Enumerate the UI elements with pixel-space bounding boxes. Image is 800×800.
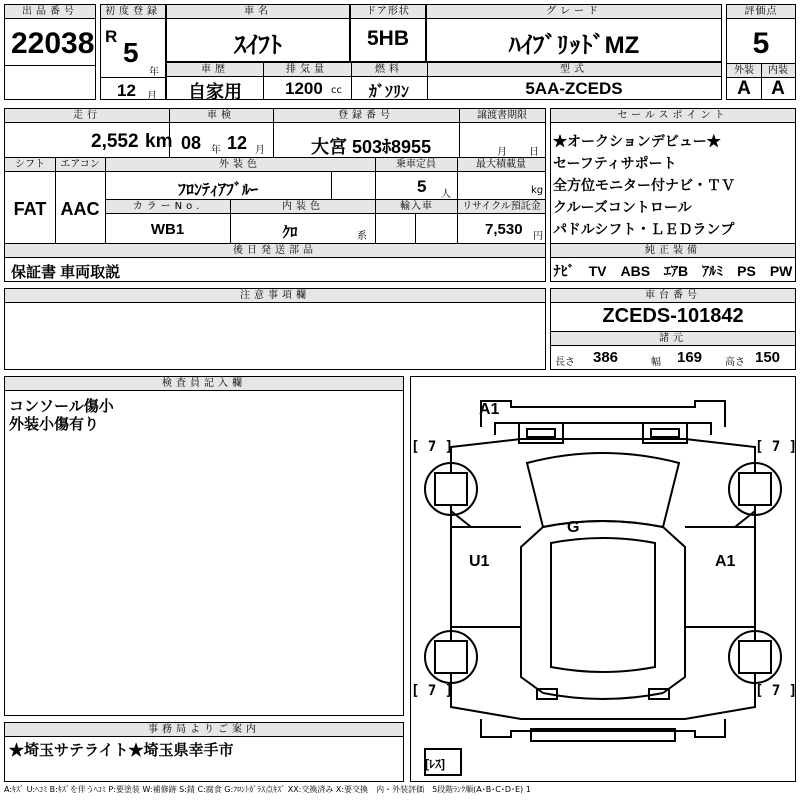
chassis-number: ZCEDS-101842 bbox=[602, 305, 744, 327]
mileage-unit: km bbox=[145, 131, 173, 152]
recycle: 7,530 bbox=[485, 221, 523, 238]
interior-label: 内装 bbox=[761, 64, 795, 78]
transfer-label: 譲渡書期限 bbox=[459, 109, 545, 123]
mark-roof: G bbox=[567, 519, 580, 536]
car-name: ｽｲﾌﾄ bbox=[234, 32, 282, 59]
length: 386 bbox=[593, 349, 619, 366]
interior-grade: A bbox=[771, 78, 785, 99]
tire-rr: [ 7 ] bbox=[755, 683, 798, 699]
tire-fl: [ 7 ] bbox=[411, 439, 454, 455]
inspector-line: コンソール傷小 bbox=[9, 398, 114, 415]
sales-point: 全方位モニター付ナビ・ＴＶ bbox=[553, 177, 735, 193]
spare-tire: [ﾚｽ] bbox=[425, 757, 445, 771]
year-unit: 年 bbox=[149, 67, 159, 78]
inspection-month: 12 bbox=[227, 133, 248, 153]
sales-box bbox=[550, 108, 796, 282]
door: 5HB bbox=[366, 27, 409, 50]
mark-right-side: A1 bbox=[715, 553, 736, 570]
history-label: 車歴 bbox=[167, 63, 263, 77]
fuel: ｶﾞｿﾘﾝ bbox=[368, 84, 409, 101]
first-reg-label: 初度登録 bbox=[101, 5, 165, 19]
lot-number: 22038 bbox=[11, 27, 95, 60]
sales-point: セーフティサポート bbox=[553, 155, 677, 171]
length-label: 長さ bbox=[555, 357, 575, 368]
grade-box bbox=[426, 4, 722, 62]
height: 150 bbox=[755, 349, 781, 366]
mileage: 2,552 bbox=[91, 131, 139, 152]
ac-label: エアコン bbox=[55, 158, 105, 172]
ext-color: ﾌﾛﾝﾃｨｱﾌﾞﾙｰ bbox=[177, 182, 258, 199]
inspector-box bbox=[4, 376, 404, 716]
width: 169 bbox=[677, 349, 703, 366]
recycle-label: リサイクル預託金 bbox=[458, 200, 545, 214]
displacement: 1200 bbox=[285, 79, 323, 98]
later-parts: 保証書 車両取説 bbox=[11, 264, 121, 281]
displacement-unit: cc bbox=[331, 85, 342, 96]
fuel-label: 燃料 bbox=[351, 63, 427, 77]
year: 5 bbox=[123, 37, 139, 68]
sales-point: クルーズコントロール bbox=[553, 199, 692, 215]
load-label: 最大積載量 bbox=[457, 158, 545, 172]
transfer-month-unit: 月 bbox=[497, 147, 507, 158]
import-label: 輸入車 bbox=[376, 200, 457, 214]
first-reg-box bbox=[100, 4, 166, 100]
ext-color-label: 外装色 bbox=[105, 158, 375, 172]
int-color-unit: 系 bbox=[357, 231, 367, 242]
inspection-year: 08 bbox=[181, 133, 202, 153]
model-label: 型式 bbox=[427, 63, 721, 77]
inspection-label: 車検 bbox=[169, 109, 273, 123]
grade: ﾊｲﾌﾞﾘｯﾄﾞMZ bbox=[508, 32, 640, 59]
inspection-month-unit: 月 bbox=[255, 145, 265, 156]
notes-label: 注意事項欄 bbox=[5, 289, 545, 303]
recycle-unit: 円 bbox=[533, 231, 543, 242]
color-no-label: カラーNo. bbox=[106, 200, 230, 214]
inspection-year-unit: 年 bbox=[211, 145, 221, 156]
height-label: 高さ bbox=[725, 357, 745, 368]
mileage-label: 走行 bbox=[5, 109, 169, 123]
displacement-label: 排気量 bbox=[263, 63, 351, 77]
transfer-day-unit: 日 bbox=[529, 147, 539, 158]
capacity: 5 bbox=[417, 177, 427, 196]
car-name-box bbox=[166, 4, 350, 62]
office-box bbox=[4, 722, 404, 782]
sales-point: ★オークションデビュー★ bbox=[553, 133, 721, 149]
width-label: 幅 bbox=[651, 357, 661, 368]
color-no: WB1 bbox=[150, 221, 185, 238]
shift: FAT bbox=[13, 199, 47, 219]
plate-label: 登録番号 bbox=[273, 109, 459, 123]
tire-rl: [ 7 ] bbox=[411, 683, 454, 699]
spec-label: 諸元 bbox=[551, 332, 795, 346]
chassis-label: 車台番号 bbox=[551, 289, 795, 303]
lot-box bbox=[4, 4, 96, 100]
ac: AAC bbox=[60, 199, 100, 219]
load-unit: kg bbox=[531, 185, 544, 196]
office-text: ★埼玉サテライト★埼玉県幸手市 bbox=[9, 742, 234, 759]
tire-fr: [ 7 ] bbox=[755, 439, 798, 455]
door-label: ドア形状 bbox=[351, 5, 425, 19]
mid-box bbox=[4, 108, 546, 282]
mark-left-side: U1 bbox=[469, 553, 490, 570]
month-unit: 月 bbox=[147, 91, 157, 102]
car-name-label: 車名 bbox=[167, 5, 349, 19]
equipment-label: 純正装備 bbox=[551, 244, 795, 258]
grade-label: グレード bbox=[427, 5, 721, 19]
exterior-grade: A bbox=[737, 78, 751, 99]
legend: A:ｷｽﾞ U:ﾍｺﾐ B:ｷｽﾞを伴うﾍｺﾐ P:要塗装 W:補修跡 S:錆 C:腐食 G:ﾌﾛﾝﾄｶﾞﾗｽ点ｷｽﾞ XX:交換済み X:要交換 内・外装評価 5段階ﾗﾝｸ順(A･B･C･D･E) 1 bbox=[4, 785, 531, 794]
shift-label: シフト bbox=[5, 158, 55, 172]
mark-front: A1 bbox=[479, 401, 500, 418]
inspector-line: 外装小傷有り bbox=[9, 416, 100, 433]
int-color-label: 内装色 bbox=[231, 200, 375, 214]
office-label: 事務局よりご案内 bbox=[5, 723, 403, 737]
later-parts-label: 後日発送部品 bbox=[5, 244, 545, 258]
inspector-label: 検査員記入欄 bbox=[5, 377, 403, 391]
sales-label: セールスポイント bbox=[551, 109, 795, 123]
notes-box bbox=[4, 288, 546, 370]
history-row bbox=[166, 62, 722, 100]
era: R bbox=[105, 27, 118, 46]
score-label: 評価点 bbox=[727, 5, 795, 19]
plate: 大宮 503ﾎ8955 bbox=[311, 137, 432, 157]
model: 5AA-ZCEDS bbox=[525, 79, 623, 98]
int-color: ｸﾛ bbox=[282, 224, 298, 241]
exterior-label: 外装 bbox=[727, 64, 761, 78]
door-box bbox=[350, 4, 426, 62]
capacity-unit: 人 bbox=[441, 189, 451, 200]
equipment-items: ﾅﾋﾞ TV ABS ｴｱB ｱﾙﾐ PS PW bbox=[553, 263, 793, 279]
lot-label: 出品番号 bbox=[5, 5, 95, 19]
month: 12 bbox=[117, 81, 136, 100]
score: 5 bbox=[752, 27, 770, 60]
chassis-box bbox=[550, 288, 796, 370]
damage-diagram bbox=[410, 376, 796, 782]
history: 自家用 bbox=[188, 82, 242, 102]
car-outline bbox=[411, 377, 798, 781]
capacity-label: 乗車定員 bbox=[375, 158, 457, 172]
score-box bbox=[726, 4, 796, 100]
sales-point: パドルシフト・ＬＥＤランプ bbox=[553, 221, 735, 237]
